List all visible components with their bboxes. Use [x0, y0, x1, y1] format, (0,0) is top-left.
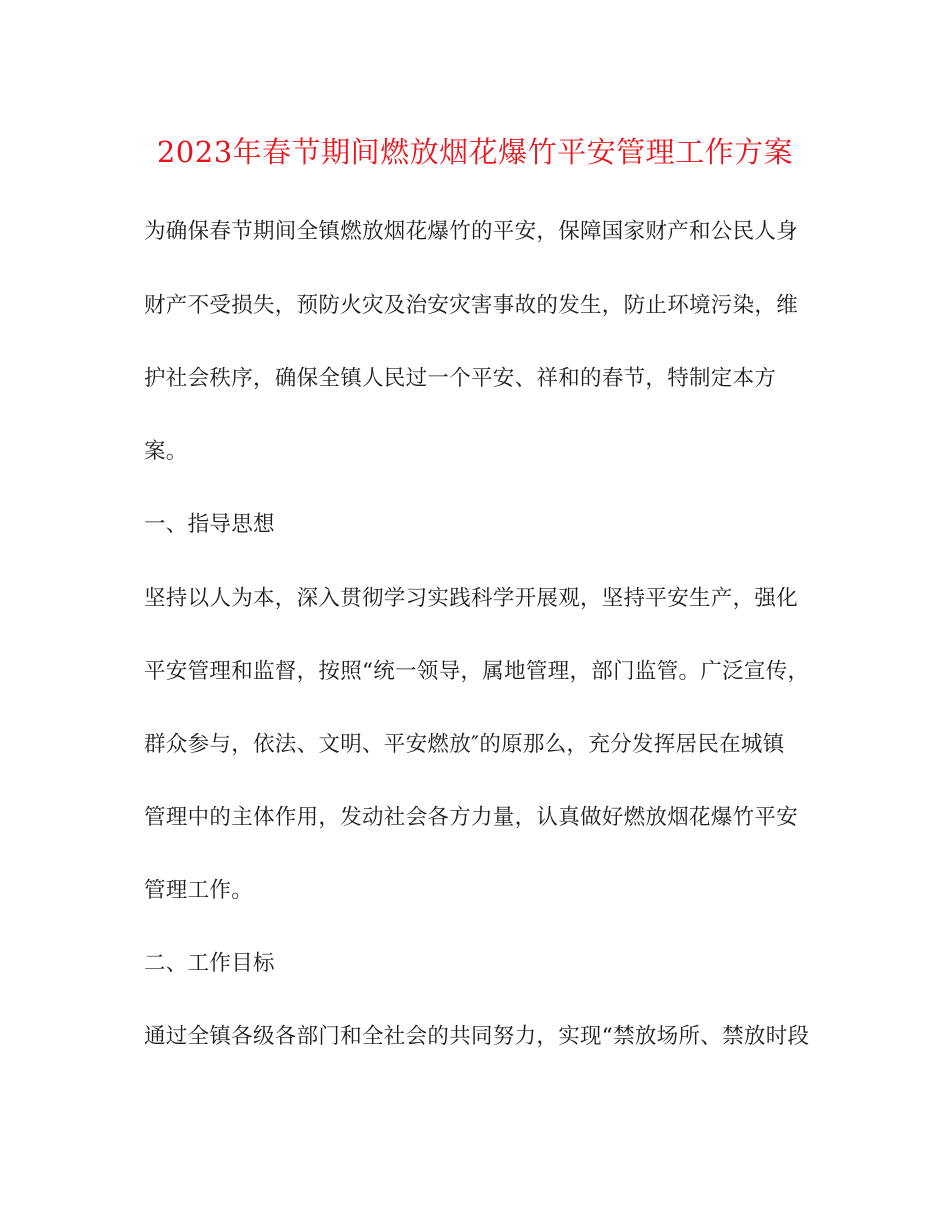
paragraph-line: 平安管理和监督，按照“统一领导，属地管理，部门监管。广泛宣传， — [144, 659, 810, 684]
paragraph-line: 通过全镇各级各部门和全社会的共同努力，实现“禁放场所、禁放时段 — [144, 1024, 810, 1049]
paragraph-line: 案。 — [144, 439, 188, 464]
paragraph-line: 坚持以人为本，深入贯彻学习实践科学开展观，坚持平安生产，强化 — [144, 586, 799, 611]
paragraph-line: 群众参与，依法、文明、平安燃放″的原那么，充分发挥居民在城镇 — [144, 732, 785, 757]
paragraph-line: 护社会秩序，确保全镇人民过一个平安、祥和的春节，特制定本方 — [144, 366, 777, 391]
section-heading: 二、工作目标 — [144, 951, 275, 976]
paragraph-line: 管理工作。 — [144, 878, 254, 903]
paragraph-line: 管理中的主体作用，发动社会各方力量，认真做好燃放烟花爆竹平安 — [144, 805, 799, 830]
document-title: 2023年春节期间燃放烟花爆竹平安管理工作方案 — [156, 135, 794, 169]
paragraph-line: 为确保春节期间全镇燃放烟花爆竹的平安，保障国家财产和公民人身 — [144, 219, 799, 244]
paragraph-line: 财产不受损失，预防火灾及治安灾害事故的发生，防止环境污染，维 — [144, 293, 799, 318]
section-heading: 一、指导思想 — [144, 512, 275, 537]
